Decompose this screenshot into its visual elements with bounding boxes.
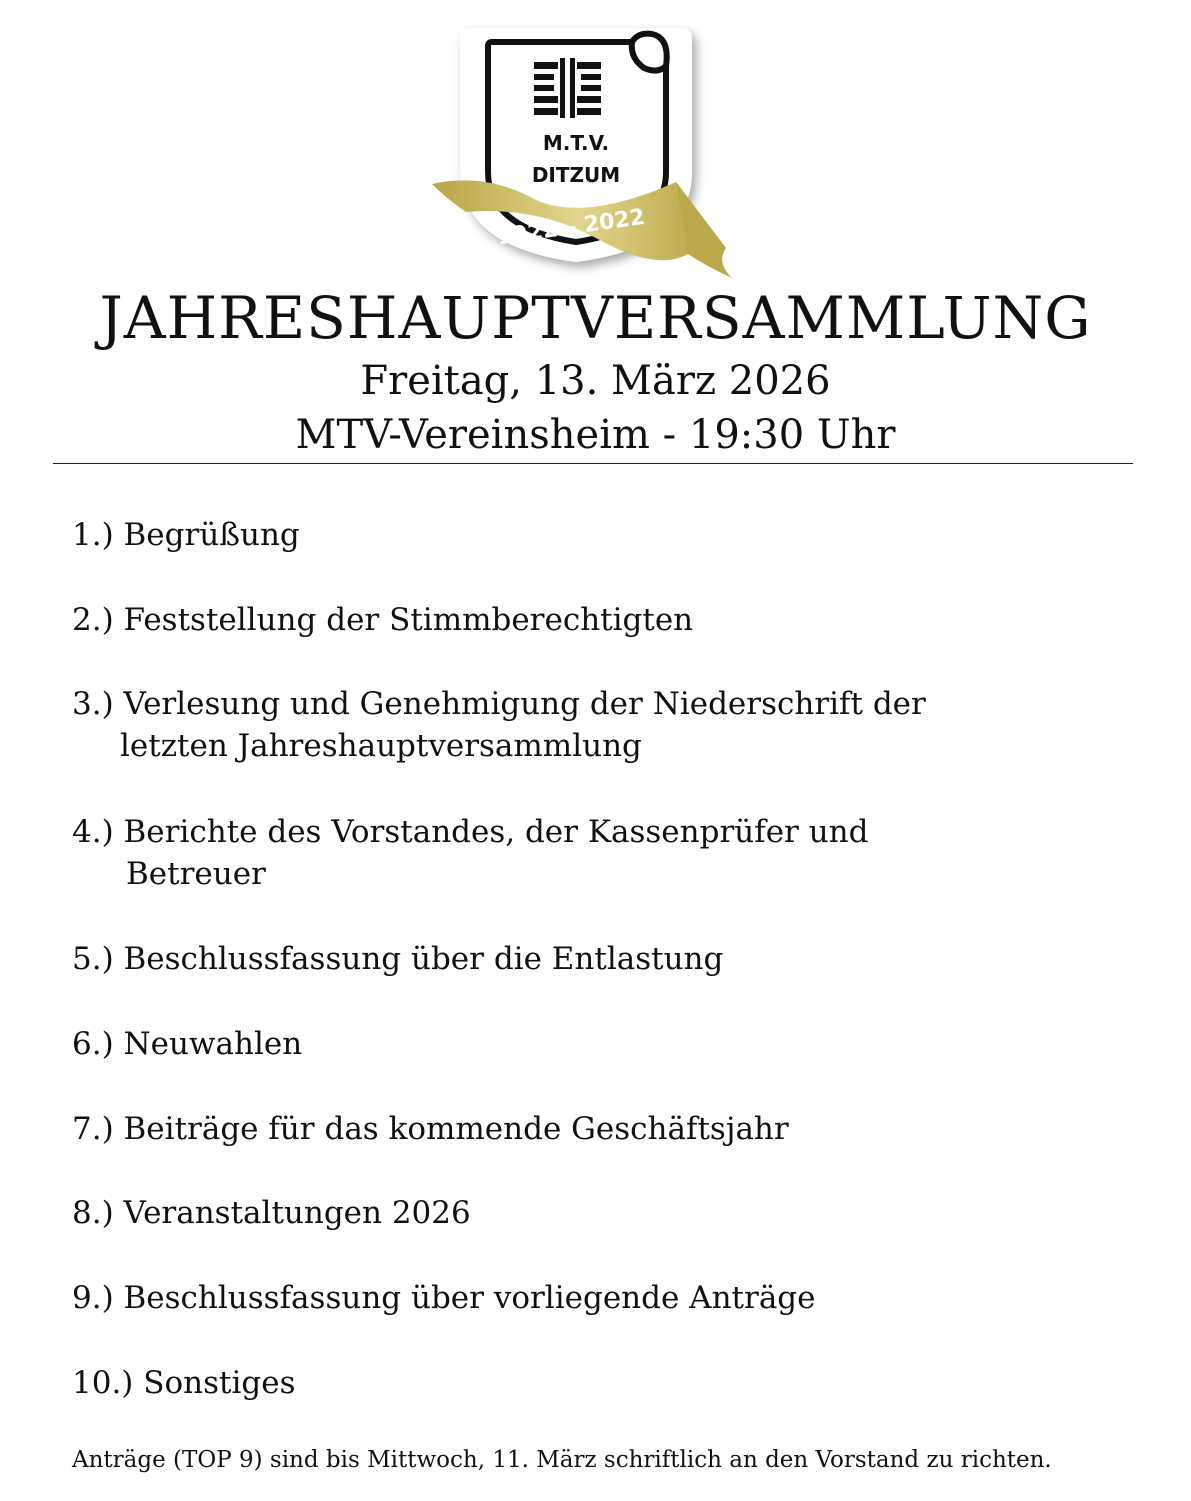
agenda-item-text: 2.) Feststellung der Stimmberechtigten	[72, 602, 694, 638]
agenda-item	[72, 514, 1072, 556]
header-divider	[53, 463, 1133, 464]
agenda-item-text: 7.) Beiträge für das kommende Geschäftsjahr	[72, 1111, 789, 1147]
agenda-item-text: 1.) Begrüßung	[72, 517, 300, 553]
page-title: JAHRESHAUPTVERSAMMLUNG	[99, 284, 1092, 352]
agenda-item	[72, 1023, 1072, 1065]
agenda-item	[72, 683, 1072, 767]
agenda-item-text: 9.) Beschlussfassung über vorliegende Anträge	[72, 1280, 816, 1316]
agenda-item	[72, 1192, 1072, 1234]
logo-abbrev: M.T.V.	[542, 131, 610, 155]
agenda-item	[72, 811, 1072, 895]
agenda-item	[72, 938, 1072, 980]
agenda-item-text: 4.) Berichte des Vorstandes, der Kassenprüfer und	[72, 814, 869, 850]
agenda-item-continuation: Betreuer	[126, 856, 266, 892]
agenda-item-text: 6.) Neuwahlen	[72, 1026, 303, 1062]
footer-note: Anträge (TOP 9) sind bis Mittwoch, 11. März schriftlich an den Vorstand zu richten.	[72, 1447, 1052, 1473]
meeting-date: Freitag, 13. März 2026	[360, 358, 831, 404]
agenda-item-continuation: letzten Jahreshauptversammlung	[120, 728, 642, 764]
meeting-place-time: MTV-Vereinsheim - 19:30 Uhr	[295, 412, 896, 458]
logo-anniversary: 1922 – 2022	[495, 204, 647, 251]
agenda-item-text: 3.) Verlesung und Genehmigung der Niederschrift der	[72, 686, 926, 722]
agenda-item	[72, 1108, 1072, 1150]
club-logo	[426, 22, 746, 284]
agenda-item	[72, 599, 1072, 641]
agenda-item	[72, 1277, 1072, 1319]
agenda-item-text: 10.) Sonstiges	[72, 1365, 296, 1401]
agenda-item-text: 5.) Beschlussfassung über die Entlastung	[72, 941, 724, 977]
agenda-item	[72, 1362, 1072, 1404]
logo-town: DITZUM	[531, 163, 621, 187]
agenda-item-text: 8.) Veranstaltungen 2026	[72, 1195, 471, 1231]
club-crest-icon	[426, 22, 746, 284]
